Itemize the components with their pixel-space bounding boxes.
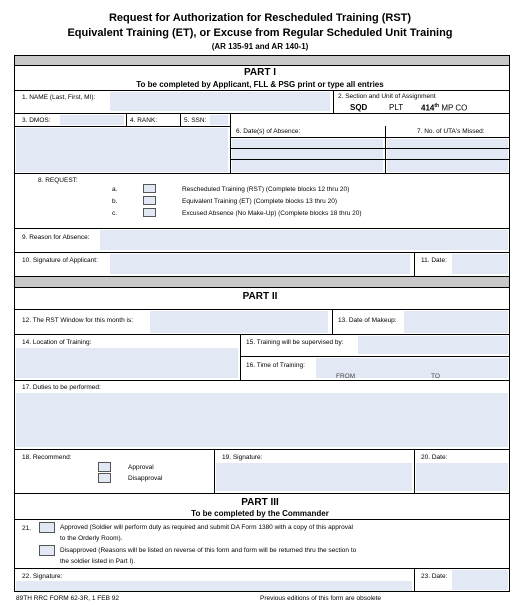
absence-dates-field[interactable]: [232, 139, 383, 172]
approval-checkbox[interactable]: [98, 462, 111, 472]
request-c-letter: c.: [112, 210, 118, 217]
time-from-label: FROM: [336, 373, 356, 380]
form-title-line2: Equivalent Training (ET), or Excuse from Regular Scheduled Unit Training: [67, 27, 453, 39]
location-label: 14. Location of Training:: [22, 339, 92, 346]
commander-signature-label: 22. Signature:: [22, 573, 63, 580]
time-to-label: TO: [431, 373, 440, 380]
request-a-letter: a.: [112, 186, 118, 193]
name-label: 1. NAME (Last, First, MI):: [22, 94, 96, 101]
commander-decision-label: 21.: [22, 525, 32, 532]
dmos-label: 3. DMOS:: [22, 117, 51, 124]
disapproved-checkbox[interactable]: [39, 545, 55, 556]
duties-label: 17. Duties to be performed:: [22, 384, 101, 391]
duties-field[interactable]: [16, 393, 508, 447]
request-label: 8. REQUEST:: [38, 177, 78, 184]
commander-signature-field[interactable]: [16, 581, 412, 591]
request-rst-label: Rescheduled Training (RST) (Complete blocks 12 thru 20): [182, 186, 350, 193]
squad-value: SQD: [350, 103, 368, 112]
request-et-checkbox[interactable]: [143, 196, 156, 205]
form-id: 89TH RRC FORM 62-3R, 1 FEB 92: [16, 595, 119, 602]
applicant-signature-field[interactable]: [110, 254, 410, 274]
recommend-label: 18. Recommend:: [22, 454, 72, 461]
obsolete-notice: Previous editions of this form are obsolete: [260, 595, 382, 602]
name-field[interactable]: [110, 92, 330, 111]
approved-checkbox[interactable]: [39, 522, 55, 533]
platoon-value: PLT: [389, 103, 404, 112]
part1-shade: [15, 56, 509, 65]
makeup-date-label: 13. Date of Makeup:: [338, 317, 397, 324]
dmos-rank-ssn-area[interactable]: [16, 128, 228, 172]
part2-title: PART II: [242, 291, 278, 302]
approved-text-2: to the Orderly Room).: [60, 535, 123, 542]
absence-dates-label: 6. Date(s) of Absence:: [236, 128, 301, 135]
form-title-line1: Request for Authorization for Rescheduled Training (RST): [108, 12, 412, 24]
request-et-label: Equivalent Training (ET) (Complete blocks 13 thru 20): [182, 198, 337, 205]
applicant-signature-label: 10. Signature of Applicant:: [22, 257, 98, 264]
disapproved-text-1: Disapproved (Reasons will be listed on reverse of this form and form will be returned thru the section to: [60, 547, 357, 554]
part3-subtitle: To be completed by the Commander: [191, 509, 329, 518]
part1-title: PART I: [243, 67, 277, 78]
recommender-signature-field[interactable]: [216, 463, 412, 491]
utas-missed-field[interactable]: [387, 139, 508, 172]
form-title-line3: (AR 135-91 and AR 140-1): [211, 42, 309, 51]
location-field[interactable]: [16, 348, 238, 378]
disapproval-label: Disapproval: [128, 475, 163, 482]
unit-value: 414th MP CO: [421, 103, 468, 113]
reason-field[interactable]: [100, 230, 508, 250]
section-unit-label: 2. Section and Unit of Assignment: [338, 93, 436, 100]
approval-label: Approval: [128, 464, 154, 471]
makeup-date-field[interactable]: [404, 311, 508, 333]
approved-text-1: Approved (Soldier will perform duty as required and submit DA Form 1380 with a copy of this approval: [60, 524, 354, 531]
training-time-label: 16. Time of Training:: [246, 362, 305, 369]
disapproved-text-2: the soldier listed in Part I).: [60, 558, 136, 565]
utas-missed-label: 7. No. of UTA's Missed:: [417, 128, 485, 135]
rst-window-field[interactable]: [150, 311, 328, 333]
request-b-letter: b.: [112, 198, 118, 205]
part3-title: PART III: [241, 497, 279, 508]
commander-date-field[interactable]: [452, 570, 508, 590]
supervisor-label: 15. Training will be supervised by:: [246, 339, 344, 346]
request-excused-checkbox[interactable]: [143, 208, 156, 217]
applicant-date-field[interactable]: [452, 254, 508, 274]
ssn-field[interactable]: [210, 115, 228, 125]
reason-label: 9. Reason for Absence:: [22, 234, 90, 241]
commander-date-label: 23. Date:: [421, 573, 448, 580]
request-excused-label: Excused Absence (No Make-Up) (Complete blocks 18 thru 20): [182, 210, 362, 217]
disapproval-checkbox[interactable]: [98, 473, 111, 483]
rst-window-label: 12. The RST Window for this month is:: [22, 317, 134, 324]
request-rst-checkbox[interactable]: [143, 184, 156, 193]
recommender-signature-label: 19. Signature:: [222, 454, 263, 461]
dmos-field[interactable]: [60, 115, 124, 125]
part2-shade: [15, 277, 509, 287]
recommend-date-label: 20. Date:: [421, 454, 448, 461]
rank-label: 4. RANK:: [130, 117, 158, 124]
recommend-date-field[interactable]: [416, 463, 508, 491]
applicant-date-label: 11. Date:: [421, 257, 447, 264]
part1-subtitle: To be completed by Applicant, FLL & PSG print or type all entries: [136, 80, 384, 89]
supervisor-field[interactable]: [358, 336, 508, 354]
ssn-label: 5. SSN:: [184, 117, 207, 124]
